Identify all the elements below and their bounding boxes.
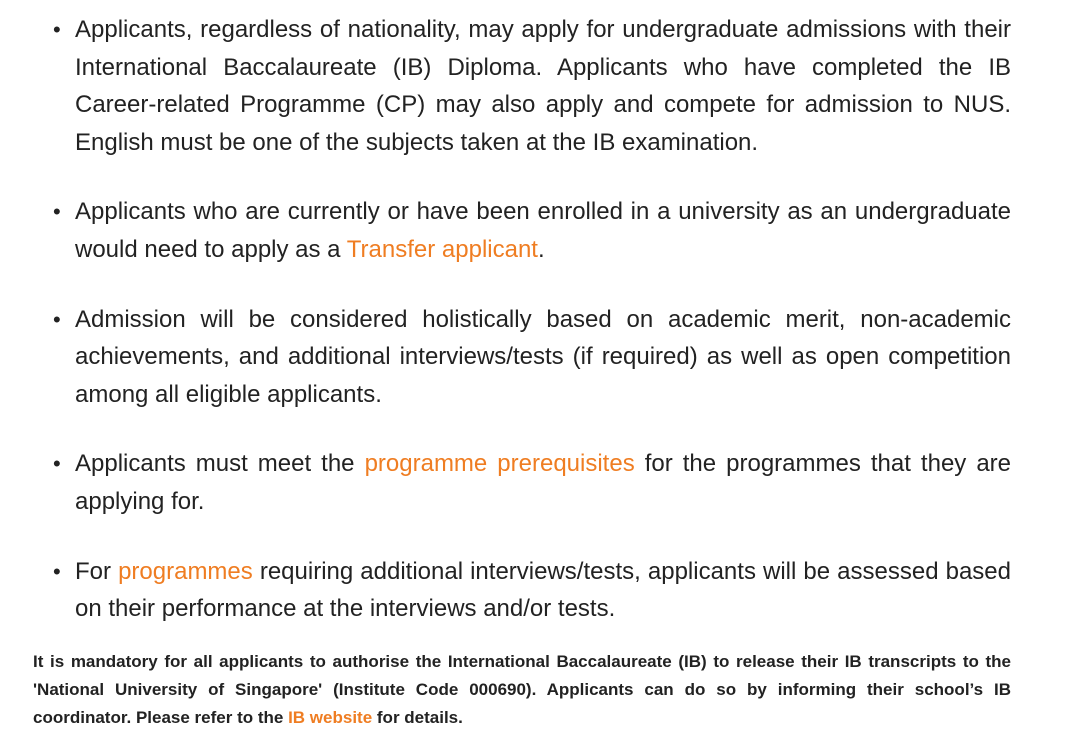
requirement-text: Applicants, regardless of nationality, may apply for undergraduate admissions with their International Baccalaureate (IB) Diploma. Applicants who have completed the IB Career-related Programme (CP) may also apply and compete for admission to NUS. English must be one of the subjects taken at the IB examination.: [75, 16, 1011, 156]
requirements-list: [53, 11, 1012, 628]
ib-website-link[interactable]: IB website: [288, 708, 373, 727]
ib-transcript-notice: [33, 648, 1011, 732]
bullet-icon: •: [53, 558, 61, 584]
requirement-text: Admission will be considered holistically based on academic merit, non-academic achievements, and additional interviews/tests (if required) as well as open competition among all eligible applicants.: [75, 305, 1011, 408]
requirement-item-interviews: [53, 553, 1011, 628]
requirement-text-end: for the programmes that they are applying for.: [75, 450, 1012, 515]
bullet-icon: •: [53, 17, 61, 42]
transfer-applicant-link[interactable]: Transfer applicant: [346, 235, 538, 263]
programmes-link[interactable]: programmes: [118, 557, 253, 585]
bullet-icon: •: [53, 199, 61, 225]
requirement-text: Applicants must meet the: [75, 450, 365, 478]
requirement-text-end: .: [537, 235, 545, 263]
requirement-item-holistic: [53, 301, 1011, 414]
bullet-icon: •: [53, 451, 61, 477]
programme-prerequisites-link[interactable]: programme prerequisites: [364, 450, 635, 478]
requirement-text: For: [75, 557, 119, 585]
notice-text-end: for details.: [372, 708, 463, 727]
requirement-item-transfer: [53, 193, 1011, 268]
requirement-item-prerequisites: [53, 445, 1012, 520]
requirement-text-end: requiring additional interviews/tests, applicants will be assessed based on their performance at the interviews and/or tests.: [75, 557, 1011, 623]
notice-text: It is mandatory for all applicants to authorise the International Baccalaureate (IB) to release their IB transcripts to the 'National University of Singapore' (Institute Code 000690). Applicants can do so by informing their school’s IB coordinator. Please refer to the: [33, 652, 1011, 727]
requirement-text: Applicants who are currently or have been enrolled in a university as an undergraduate would need to apply as a: [75, 198, 1011, 263]
requirement-item-ib-diploma: [53, 11, 1011, 161]
bullet-icon: •: [53, 306, 61, 332]
